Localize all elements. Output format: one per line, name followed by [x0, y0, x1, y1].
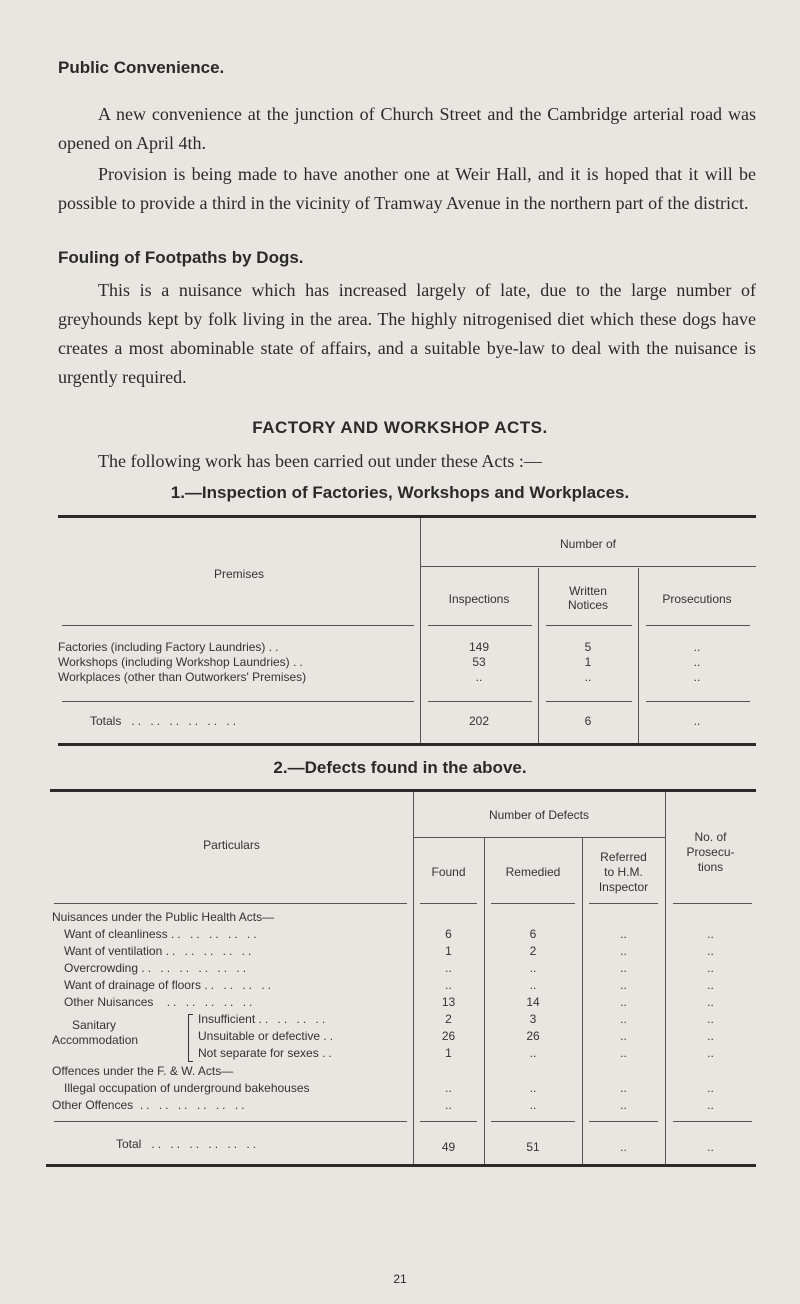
- table2-cell: ..: [620, 995, 627, 1009]
- fouling-heading: Fouling of Footpaths by Dogs.: [58, 248, 304, 267]
- table2-total-cell: ..: [620, 1140, 627, 1154]
- sanitary-label: Sanitary: [72, 1018, 117, 1032]
- table2-col-particulars: Particulars: [203, 838, 260, 852]
- table2-cell: ..: [707, 927, 714, 941]
- table2-cell: 26: [526, 1029, 540, 1043]
- table2-bottom-rule: [46, 1164, 756, 1167]
- public-convenience-paragraph-2: Provision is being made to have another one at Weir Hall, and it is hoped that it will be possible to provide a third in the vicinity of Tramway Avenue in the northern part of the district.: [58, 164, 756, 213]
- table2-cell: 6: [529, 927, 537, 941]
- table1-col-number-of: Number of: [559, 537, 617, 551]
- table2-cell: ..: [620, 961, 627, 975]
- table1-total-cell: 202: [468, 714, 490, 728]
- table2-cell: 1: [445, 944, 452, 958]
- table1-cell: ..: [693, 670, 701, 684]
- table-row: Not separate for sexes ..: [198, 1046, 335, 1060]
- brace-icon: [188, 1014, 193, 1062]
- table2-cell: ..: [445, 1098, 452, 1112]
- table2-col-found: Found: [431, 865, 466, 879]
- table2-total-cell: 51: [526, 1140, 540, 1154]
- table2-col-referred: Inspector: [598, 880, 649, 894]
- table2-cell: ..: [620, 1046, 627, 1060]
- table2-cell: ..: [707, 995, 714, 1009]
- table1-cell: ..: [693, 655, 701, 669]
- table2-cell: 1: [445, 1046, 452, 1060]
- table1-total-row: Totals .. .. .. .. .. ..: [90, 714, 240, 728]
- table1-cell: ..: [584, 670, 592, 684]
- table2-total-rule: [420, 1121, 477, 1122]
- table2-cell: ..: [529, 961, 537, 975]
- table2-cell: 14: [526, 995, 540, 1009]
- table2-total-cell: ..: [707, 1140, 714, 1154]
- table2-group-rule: [413, 837, 665, 838]
- table2-offences-heading: Offences under the F. & W. Acts—: [52, 1064, 234, 1078]
- table2-cell: ..: [707, 1046, 714, 1060]
- table2-cell: ..: [620, 1029, 627, 1043]
- table1-col-prosecutions: Prosecutions: [662, 592, 732, 606]
- table-row: Other Nuisances .. .. .. .. ..: [64, 995, 256, 1009]
- fouling-paragraph: This is a nuisance which has increased largely of late, due to the large number of greyhounds kept by folk living in the area. The highly nitrogenised diet which these dogs have creates a most abominable state of affairs, and a suitable bye-law to deal with the nuisance is urgently required.: [58, 280, 756, 387]
- table2-cell: ..: [707, 1098, 714, 1112]
- table-row: Want of drainage of floors .. .. .. ..: [64, 978, 274, 992]
- table2-nuisances-heading: Nuisances under the Public Health Acts—: [52, 910, 275, 924]
- table1-total-cell: 6: [584, 714, 592, 728]
- table1-total-cell: ..: [693, 714, 701, 728]
- table-row: Unsuitable or defective ..: [198, 1029, 337, 1043]
- table2-cell: 2: [529, 944, 537, 958]
- table2-cell: ..: [529, 1081, 537, 1095]
- table1-cell: ..: [693, 640, 701, 654]
- table-row: Workplaces (other than Outworkers' Premises): [58, 670, 307, 684]
- table1-cell: ..: [475, 670, 483, 684]
- table-row: Want of ventilation .. .. .. .. ..: [64, 944, 255, 958]
- table2-header-rule: [673, 903, 752, 904]
- table2-cell: ..: [620, 1098, 627, 1112]
- table2-cell: ..: [707, 944, 714, 958]
- table2-total-rule: [589, 1121, 658, 1122]
- table1-cell: 1: [584, 655, 592, 669]
- table2-cell: ..: [707, 1029, 714, 1043]
- table-row: Other Offences .. .. .. .. .. ..: [52, 1098, 248, 1112]
- table2-cell: ..: [620, 1081, 627, 1095]
- table2-cell: ..: [529, 1046, 537, 1060]
- table2-col-prosecutions: tions: [697, 860, 724, 874]
- table2-header-rule: [589, 903, 658, 904]
- table2-header-rule: [420, 903, 477, 904]
- table2-cell: ..: [707, 961, 714, 975]
- table2-cell: 6: [445, 927, 452, 941]
- page-number: 21: [393, 1272, 407, 1286]
- factory-acts-heading: FACTORY AND WORKSHOP ACTS.: [252, 418, 548, 437]
- table1-col-notices: Notices: [567, 598, 608, 612]
- table2-top-rule: [50, 789, 756, 792]
- table2-title: 2.—Defects found in the above.: [273, 758, 527, 777]
- table2-total-rule: [54, 1121, 407, 1122]
- table-row: Overcrowding .. .. .. .. .. ..: [64, 961, 250, 975]
- table2-col-referred: Referred: [600, 850, 647, 864]
- table1-col-inspections: Inspections: [448, 592, 510, 606]
- table2-col-remedied: Remedied: [505, 865, 561, 879]
- table-row: Want of cleanliness .. .. .. .. ..: [64, 927, 260, 941]
- table2-total-rule: [673, 1121, 752, 1122]
- factory-acts-intro: The following work has been carried out under these Acts :—: [98, 451, 542, 471]
- table-row: Workshops (including Workshop Laundries) ..: [58, 655, 306, 669]
- table2-col-prosecutions: Prosecu-: [686, 845, 735, 859]
- table2-cell: ..: [620, 1012, 627, 1026]
- table-row: Illegal occupation of underground bakehouses: [64, 1081, 310, 1095]
- table2-total-cell: 49: [441, 1140, 456, 1154]
- table2-cell: ..: [529, 978, 537, 992]
- table1-cell: 53: [472, 655, 486, 669]
- table2-header-rule: [54, 903, 407, 904]
- table2-cell: ..: [620, 978, 627, 992]
- table2-header-rule: [491, 903, 575, 904]
- table2-col-referred: to H.M.: [604, 865, 643, 879]
- table2-col-prosecutions: No. of: [694, 830, 727, 844]
- table2-cell: 2: [445, 1012, 452, 1026]
- table2-cell: ..: [707, 1012, 714, 1026]
- table1-col-written: Written: [569, 584, 607, 598]
- table2-total-rule: [491, 1121, 575, 1122]
- table2-cell: ..: [620, 927, 627, 941]
- public-convenience-heading: Public Convenience.: [58, 58, 225, 77]
- table-row: Factories (including Factory Laundries) ..: [58, 640, 282, 654]
- table2-cell: 13: [441, 995, 456, 1009]
- table2-cell: ..: [445, 978, 452, 992]
- table1-cell: 5: [584, 640, 592, 654]
- table2-cell: ..: [445, 961, 452, 975]
- accommodation-label: Accommodation: [52, 1033, 139, 1047]
- table2-cell: ..: [529, 1098, 537, 1112]
- table1-col-premises: Premises: [213, 567, 264, 581]
- table2-cell: ..: [707, 978, 714, 992]
- table2-cell: ..: [445, 1081, 452, 1095]
- table2-cell: 26: [441, 1029, 456, 1043]
- table1-cell: 149: [468, 640, 490, 654]
- table-row: Insufficient .. .. .. ..: [198, 1012, 329, 1026]
- table2-col-number-of-defects: Number of Defects: [488, 808, 590, 822]
- table2-cell: ..: [620, 944, 627, 958]
- table2-cell: 3: [529, 1012, 537, 1026]
- table1-title: 1.—Inspection of Factories, Workshops and Workplaces.: [170, 483, 630, 502]
- table2-total-row: Total .. .. .. .. .. ..: [116, 1137, 260, 1151]
- public-convenience-paragraph-1: A new convenience at the junction of Church Street and the Cambridge arterial road was opened on April 4th.: [58, 104, 756, 153]
- table2-cell: ..: [707, 1081, 714, 1095]
